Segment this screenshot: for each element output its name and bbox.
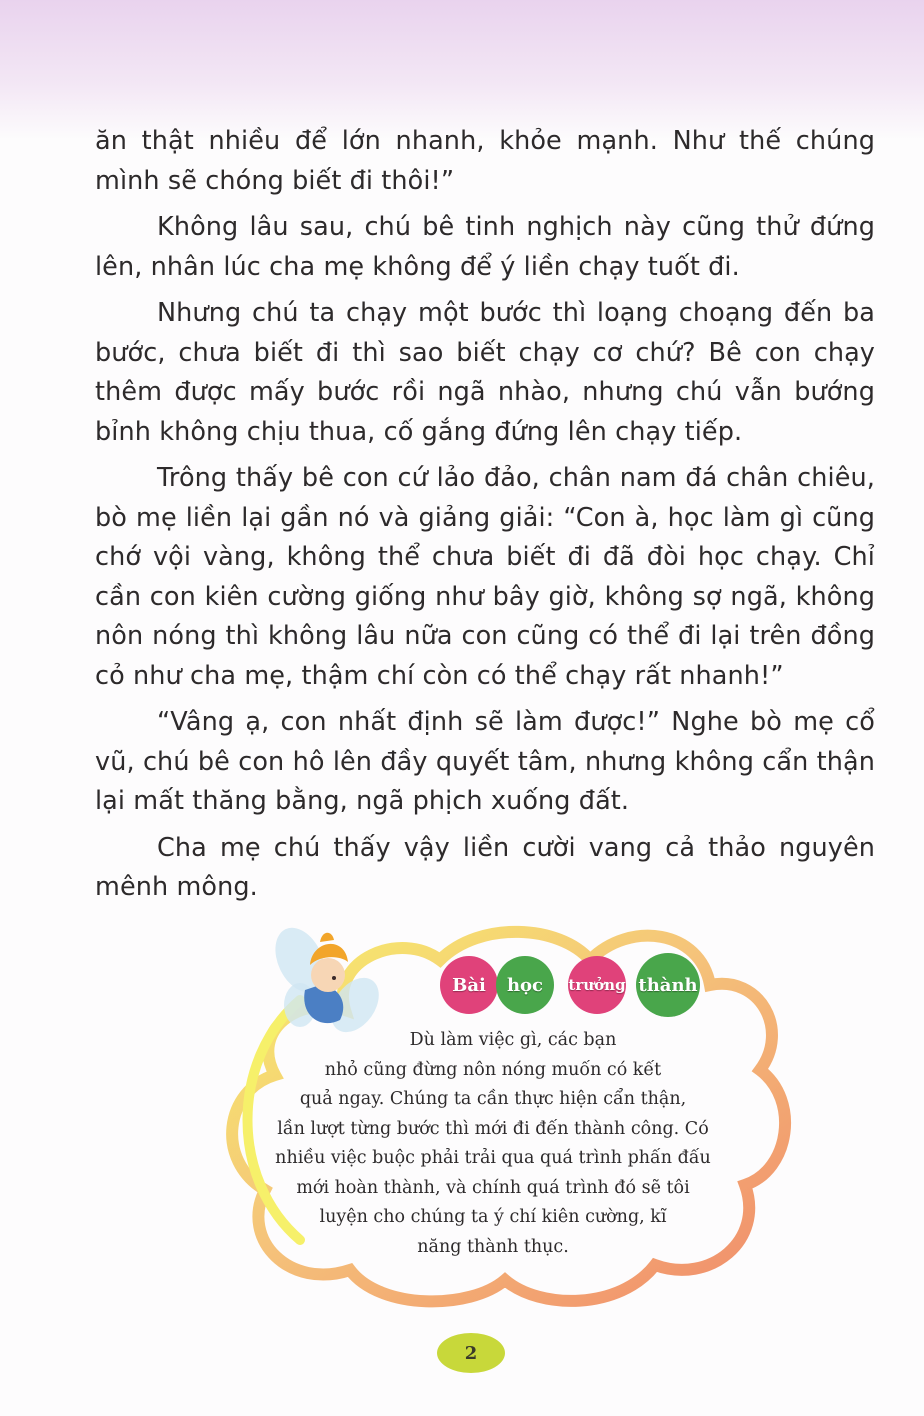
lesson-line: nhiều việc buộc phải trải qua quá trình phấn đấu xyxy=(275,1148,711,1168)
story-text xyxy=(95,122,875,915)
paragraph-continued: ăn thật nhiều để lớn nhanh, khỏe mạnh. Như thế chúng mình sẽ chóng biết đi thôi!” xyxy=(95,126,875,196)
lesson-line: quả ngay. Chúng ta cần thực hiện cẩn thận, xyxy=(299,1089,687,1109)
lesson-line: luyện cho chúng ta ý chí kiên cường, kĩ xyxy=(319,1207,667,1227)
paragraph: Nhưng chú ta chạy một bước thì loạng choạng đến ba bước, chưa biết đi thì sao biết chạy cơ chứ? Bê con chạy thêm được mấy bước rồi ngã nhào, nhưng chú vẫn bướng bỉnh không chịu thua, cố gắng đứng lên chạy tiếp. xyxy=(95,298,875,447)
paragraph: Trông thấy bê con cứ lảo đảo, chân nam đá chân chiêu, bò mẹ liền lại gần nó và giảng giải: “Con à, học làm gì cũng chớ vội vàng, không thể chưa biết đi đã đòi học chạy. Chỉ cần con kiên cường giống như bây giờ, không sợ ngã, không nôn nóng thì không lâu nữa con cũng có thể đi lại trên đồng cỏ như cha mẹ, thậm chí còn có thể chạy rất nhanh!” xyxy=(95,463,875,691)
title-word-ball: trưởng xyxy=(568,956,626,1014)
title-word-ball: Bài xyxy=(440,956,498,1014)
page-number: 2 xyxy=(437,1333,505,1373)
title-word-ball: học xyxy=(496,956,554,1014)
lesson-line: mới hoàn thành, và chính quá trình đó sẽ tôi xyxy=(296,1177,690,1198)
header-band xyxy=(0,0,924,140)
lesson-line: nhỏ cũng đừng nôn nóng muốn có kết xyxy=(324,1059,662,1080)
paragraph: Không lâu sau, chú bê tinh nghịch này cũng thử đứng lên, nhân lúc cha mẹ không để ý liền chạy tuốt đi. xyxy=(95,212,875,282)
lesson-line: năng thành thục. xyxy=(417,1236,569,1257)
lesson-title xyxy=(440,956,700,1016)
lesson-line: Dù làm việc gì, các bạn xyxy=(409,1030,617,1050)
paragraph: Cha mẹ chú thấy vậy liền cười vang cả thảo nguyên mênh mông. xyxy=(95,832,875,902)
lesson-line: lần lượt từng bước thì mới đi đến thành công. Có xyxy=(277,1118,709,1139)
paragraph: “Vâng ạ, con nhất định sẽ làm được!” Nghe bò mẹ cổ vũ, chú bê con hô lên đầy quyết tâm, nhưng không cẩn thận lại mất thăng bằng, ngã phịch xuống đất. xyxy=(95,707,875,816)
fairy-illustration xyxy=(266,920,389,1041)
lesson-text xyxy=(268,1026,718,1262)
title-word-ball: thành xyxy=(636,953,700,1017)
